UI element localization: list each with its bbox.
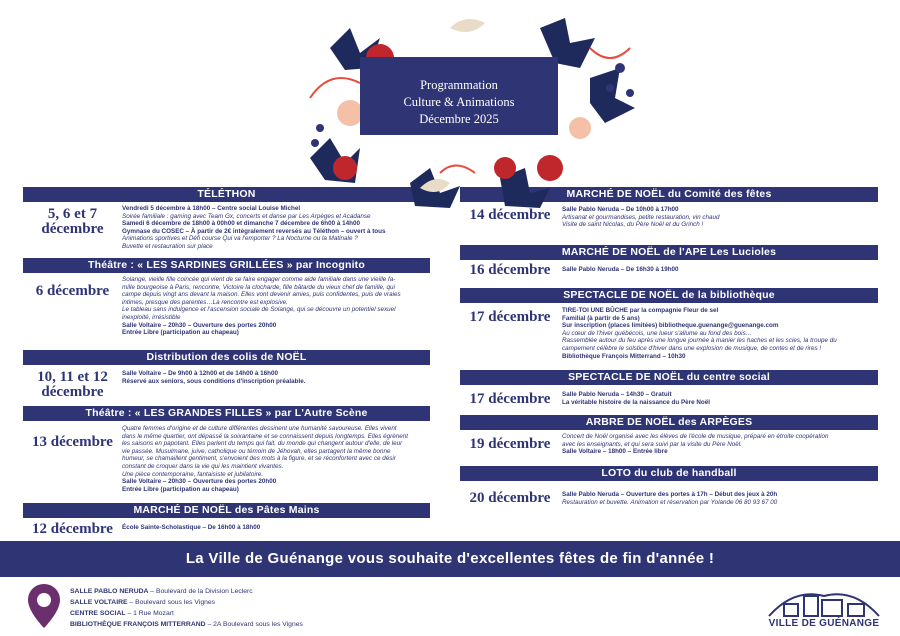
event-date-telethon: 5, 6 et 7 décembre <box>41 206 104 237</box>
desc-line: La véritable histoire de la naissance du Père Noël <box>562 398 711 406</box>
location-pin-icon <box>28 584 60 628</box>
desc-line: humeur, se chamaillent gentiment, s'envoient des mots à la figure, et se réconfortent avec ce désir <box>122 455 396 463</box>
event-date-grandes-filles: 13 décembre <box>32 434 113 450</box>
desc-line: Familial (à partir de 5 ans) <box>562 314 640 322</box>
desc-line: vie passée. Musulmane, juive, catholique ou témoin de Jéhovah, elles partagent la même bonne <box>122 447 391 455</box>
city-name: VILLE DE GUÉNANGE <box>768 618 880 629</box>
event-date-centre-social: 17 décembre <box>469 391 551 407</box>
event-title-patesmains: MARCHÉ DE NOËL des Pâtes Mains <box>23 503 430 518</box>
address-item <box>70 586 303 597</box>
address-name: SALLE PABLO NERUDA <box>70 588 149 595</box>
address-item <box>70 619 303 630</box>
desc-line: Visite de saint Nicolas, du Père Noël et du Grinch ! <box>562 221 704 229</box>
event-title-colis: Distribution des colis de NOËL <box>23 350 430 365</box>
address-name: CENTRE SOCIAL <box>70 610 126 617</box>
event-title-lucioles: MARCHÉ DE NOËL de l'APE Les Lucioles <box>460 245 878 260</box>
event-desc-loto <box>562 491 878 506</box>
event-title-comite: MARCHÉ DE NOËL du Comité des fêtes <box>460 187 878 202</box>
event-date-bibliotheque: 17 décembre <box>469 309 551 325</box>
event-title-sardines: Théâtre : « LES SARDINES GRILLÉES » par Incognito <box>23 258 430 273</box>
desc-line: campement célèbre le solstice d'hiver dans une explosion de musique, de contes et de rires ! <box>562 344 822 352</box>
event-date-colis: 10, 11 et 12 décembre <box>37 369 108 400</box>
event-date-patesmains: 12 décembre <box>32 521 113 537</box>
holiday-message: La Ville de Guénange vous souhaite d'excellentes fêtes de fin d'année ! <box>0 541 900 577</box>
desc-line: Salle Voltaire – 20h30 – Ouverture des portes 20h00 <box>122 478 277 486</box>
desc-line: Concert de Noël organisé avec les élèves de l'école de musique, préparé en étroite coopération <box>562 433 829 440</box>
event-title-centre-social: SPECTACLE DE NOËL du centre social <box>460 370 878 385</box>
address-detail: – 2A Boulevard sous les Vignes <box>205 621 303 628</box>
desc-line: Buvette et restauration sur place <box>122 242 213 250</box>
desc-line: les saisons en papotant. Elles parlent du temps qui fait, du monde qui changent autour d'elle, de leur <box>122 440 403 448</box>
desc-line: Solange, vieille fille coincée qui vient de se faire engager comme aide familiale dans une vieille fa- <box>122 276 396 283</box>
event-desc-centre-social <box>562 391 878 406</box>
desc-line: Restauration et buvette. Animation et réservation par Yolande 06 80 93 67 00 <box>562 498 778 506</box>
desc-line: Gymnase du COSEC – À partir de 2€ intégralement reversés au Téléthon – ouvert à tous <box>122 227 386 235</box>
event-title-telethon: TÉLÉTHON <box>23 187 430 202</box>
event-desc-lucioles <box>562 266 878 274</box>
title-line-2: Culture & Animations <box>403 95 515 109</box>
event-desc-arpeges <box>562 433 878 456</box>
event-date-sardines: 6 décembre <box>35 283 110 299</box>
address-detail: – 1 Rue Mozart <box>125 610 174 617</box>
address-item <box>70 608 303 619</box>
desc-line: Salle Pablo Neruda – 14h30 – Gratuit <box>562 391 672 398</box>
desc-line: Salle Pablo Neruda – De 16h30 à 19h00 <box>562 266 679 273</box>
event-desc-telethon <box>122 205 432 251</box>
address-item <box>70 597 303 608</box>
event-desc-patesmains <box>122 524 432 532</box>
event-title-arpeges: ARBRE DE NOËL des ARPÈGES <box>460 415 878 430</box>
desc-line: Salle Voltaire – De 9h00 à 12h00 et de 14h00 à 16h00 <box>122 370 278 377</box>
desc-line: Entrée Libre (participation au chapeau) <box>122 329 239 337</box>
event-date-lucioles: 16 décembre <box>469 262 551 278</box>
desc-line: Vendredi 5 décembre à 18h00 – Centre social Louise Michel <box>122 205 301 212</box>
desc-line: Une pièce contemporaine, fantaisiste et jubilatoire. <box>122 470 264 478</box>
event-title-grandes-filles: Théâtre : « LES GRANDES FILLES » par L'Autre Scène <box>23 406 430 421</box>
desc-line: Quatre femmes d'origine et de culture différentes dessinent une humanité savoureuse. Elles vivent <box>122 425 397 432</box>
desc-line: campe depuis vingt ans devant la maison. Elles vont devenir amies, puis confidentes, puis de vraies <box>122 291 401 299</box>
desc-line: mille bourgeoise à Paris, rencontre, Victoire la clocharde, fille bâtarde du vieux chef de famille, qui <box>122 283 395 291</box>
address-name: SALLE VOLTAIRE <box>70 599 128 606</box>
event-desc-colis <box>122 370 432 385</box>
desc-line: Le tableau sans indulgence et l'ascension sociale de Solange, qui se découvre un potentiel sexuel <box>122 306 396 314</box>
desc-line: dans le même quartier, ont dépassé la soixantaine et se connaissent depuis longtemps. Elles égrènent <box>122 432 408 440</box>
desc-line: Sur inscription (places limitées) bibliotheque.guenange@guenange.com <box>562 322 779 330</box>
event-title-bibliotheque: SPECTACLE DE NOËL de la bibliothèque <box>460 288 878 303</box>
event-date-comite: 14 décembre <box>469 207 551 223</box>
desc-line: constant de croquer dans la vie qui les maintient vivantes. <box>122 462 284 470</box>
address-name: BIBLIOTHÈQUE FRANÇOIS MITTERRAND <box>70 621 206 628</box>
address-detail: – Boulevard sous les Vignes <box>127 599 216 606</box>
program-title <box>360 57 558 135</box>
event-title-loto: LOTO du club de handball <box>460 466 878 481</box>
desc-line: Rassemblée autour du feu après une longue journée à manier les haches et les scies, la troupe du <box>562 337 837 345</box>
event-date-arpeges: 19 décembre <box>469 436 551 452</box>
desc-line: Salle Pablo Neruda – Ouverture des portes à 17h – Début des jeux à 20h <box>562 491 778 498</box>
desc-line: Animations sportives et Défi course Qui va l'emporter ? La Nocturne ou la Matinale ? <box>122 235 358 243</box>
event-desc-bibliotheque <box>562 307 878 360</box>
desc-line: Salle Voltaire – 20h30 – Ouverture des portes 20h00 <box>122 321 277 329</box>
desc-line: Au cœur de l'hiver québécois, une lueur s'allume au fond des bois… <box>562 329 753 337</box>
address-list <box>70 586 303 630</box>
desc-line: inexploité, irrésistible <box>122 313 181 321</box>
event-desc-comite <box>562 206 878 229</box>
desc-line: avec les enseignants, et qui sera suivi par la visite du Père Noël. <box>562 440 742 448</box>
desc-line: Réservé aux seniors, sous conditions d'inscription préalable. <box>122 377 306 385</box>
desc-line: Salle Pablo Neruda – De 10h00 à 17h00 <box>562 206 679 213</box>
event-desc-grandes-filles <box>122 425 432 493</box>
desc-line: Salle Voltaire – 18h00 – Entrée libre <box>562 448 668 456</box>
desc-line: Bibliothèque François Mitterrand – 10h30 <box>562 352 686 360</box>
desc-line: Entrée Libre (participation au chapeau) <box>122 485 239 493</box>
desc-line: intimes, presque des parentes…La rencontre est explosive. <box>122 298 288 306</box>
desc-line: TIRE-TOI UNE BÛCHE par la compagnie Fleur de sel <box>562 307 719 314</box>
event-desc-sardines <box>122 276 432 337</box>
desc-line: Artisanat et gourmandises, petite restauration, vin chaud <box>562 213 720 221</box>
desc-line: Samedi 6 décembre de 18h00 à 00h00 et dimanche 7 décembre de 6h00 à 14h00 <box>122 220 361 228</box>
address-detail: – Boulevard de la Division Leclerc <box>148 588 253 595</box>
desc-line: École Sainte-Scholastique – De 16h00 à 18h00 <box>122 524 261 531</box>
title-line-1: Programmation <box>420 78 498 92</box>
desc-line: Soirée familiale : gaming avec Team Gx, concerts et danse par Les Arpèges et Acadanse <box>122 212 371 220</box>
event-date-loto: 20 décembre <box>469 490 551 506</box>
title-line-3: Décembre 2025 <box>419 112 499 126</box>
